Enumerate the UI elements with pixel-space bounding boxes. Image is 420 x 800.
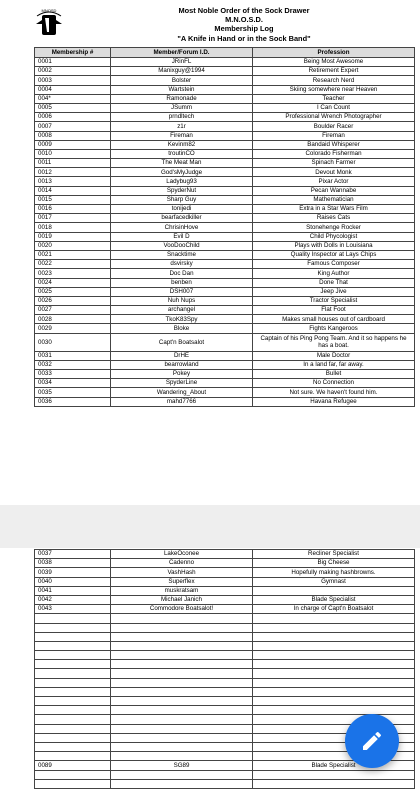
member-id-cell — [111, 733, 253, 742]
column-header-membership-number: Membership # — [35, 48, 111, 58]
membership-number-cell — [35, 733, 111, 742]
table-row — [35, 195, 415, 204]
table-row — [35, 214, 415, 223]
profession-cell — [253, 586, 415, 595]
membership-number-cell: 0026 — [35, 296, 111, 305]
profession-cell: No Connection — [253, 379, 415, 388]
membership-number-cell: 0017 — [35, 214, 111, 223]
member-id-cell: JSumm — [111, 103, 253, 112]
membership-number-cell — [35, 724, 111, 733]
membership-number-cell: 0025 — [35, 287, 111, 296]
member-id-cell: Kevinm82 — [111, 140, 253, 149]
profession-cell — [253, 678, 415, 687]
table-row — [35, 76, 415, 85]
member-id-cell: Evil D — [111, 232, 253, 241]
member-id-cell: Manixguy@1994 — [111, 67, 253, 76]
member-id-cell — [111, 724, 253, 733]
profession-cell: Flat Foot — [253, 306, 415, 315]
table-row — [35, 168, 415, 177]
profession-cell: Havana Refugee — [253, 397, 415, 406]
membership-number-cell: 0035 — [35, 388, 111, 397]
table-row — [35, 67, 415, 76]
profession-cell: Jeep Jive — [253, 287, 415, 296]
profession-cell: Male Doctor — [253, 351, 415, 360]
membership-number-cell — [35, 697, 111, 706]
member-id-cell: prndltech — [111, 113, 253, 122]
membership-number-cell: 0042 — [35, 595, 111, 604]
member-id-cell: bearfacedkiller — [111, 214, 253, 223]
column-header-profession: Profession — [253, 48, 415, 58]
membership-number-cell: 0038 — [35, 559, 111, 568]
membership-number-cell: 0029 — [35, 324, 111, 333]
profession-cell — [253, 687, 415, 696]
profession-cell: Teacher — [253, 94, 415, 103]
member-id-cell — [111, 770, 253, 779]
member-id-cell: Fireman — [111, 131, 253, 140]
member-id-cell — [111, 687, 253, 696]
table-row — [35, 223, 415, 232]
membership-number-cell: 0020 — [35, 241, 111, 250]
member-id-cell — [111, 651, 253, 660]
membership-number-cell — [35, 706, 111, 715]
member-id-cell: benben — [111, 278, 253, 287]
table-row — [35, 278, 415, 287]
member-id-cell — [111, 623, 253, 632]
member-id-cell: Capt'n Boatsalot — [111, 333, 253, 351]
membership-number-cell — [35, 641, 111, 650]
profession-cell: Bullet — [253, 370, 415, 379]
membership-number-cell: 0019 — [35, 232, 111, 241]
member-id-cell: DrHE — [111, 351, 253, 360]
table-row — [35, 388, 415, 397]
table-row — [35, 669, 415, 678]
profession-cell: Pecan Wannabe — [253, 186, 415, 195]
membership-number-cell: 0030 — [35, 333, 111, 351]
profession-cell: Mathematician — [253, 195, 415, 204]
member-id-cell: Pokey — [111, 370, 253, 379]
title-line-3: Membership Log — [214, 24, 274, 34]
table-row — [35, 351, 415, 360]
membership-number-cell: 0021 — [35, 250, 111, 259]
table-row — [35, 397, 415, 406]
membership-number-cell: 0003 — [35, 76, 111, 85]
title-line-2: M.N.O.S.D. — [225, 15, 263, 25]
profession-cell: Devout Monk — [253, 168, 415, 177]
table-row — [35, 641, 415, 650]
member-id-cell: bearrowland — [111, 360, 253, 369]
table-row — [35, 250, 415, 259]
membership-number-cell: 0040 — [35, 577, 111, 586]
membership-number-cell: 0033 — [35, 370, 111, 379]
edit-fab-button[interactable] — [345, 714, 399, 768]
membership-number-cell — [35, 632, 111, 641]
table-row — [35, 122, 415, 131]
member-id-cell: Ramonade — [111, 94, 253, 103]
profession-cell: Fights Kangeroos — [253, 324, 415, 333]
membership-number-cell — [35, 660, 111, 669]
membership-table-page-1 — [34, 47, 415, 407]
page-break-gap — [0, 505, 420, 548]
table-row — [35, 678, 415, 687]
member-id-cell — [111, 641, 253, 650]
membership-number-cell: 0032 — [35, 360, 111, 369]
membership-number-cell: 0036 — [35, 397, 111, 406]
membership-number-cell: 0011 — [35, 159, 111, 168]
member-id-cell: SG89 — [111, 761, 253, 770]
table-row — [35, 232, 415, 241]
member-id-cell: dsvirsky — [111, 260, 253, 269]
profession-cell: Not sure. We haven't found him. — [253, 388, 415, 397]
profession-cell: Done That — [253, 278, 415, 287]
table-row — [35, 260, 415, 269]
profession-cell: Plays with Dolls in Louisiana — [253, 241, 415, 250]
table-row — [35, 140, 415, 149]
table-row — [35, 85, 415, 94]
table-row — [35, 577, 415, 586]
membership-number-cell: 0008 — [35, 131, 111, 140]
member-id-cell: SpyderLine — [111, 379, 253, 388]
table-row — [35, 315, 415, 324]
profession-cell: Extra in a Star Wars Film — [253, 205, 415, 214]
membership-number-cell: 0037 — [35, 550, 111, 559]
membership-number-cell — [35, 678, 111, 687]
table-row — [35, 706, 415, 715]
table-header-row — [35, 48, 415, 58]
member-id-cell: Wartstein — [111, 85, 253, 94]
table-row — [35, 770, 415, 779]
membership-number-cell — [35, 752, 111, 761]
profession-cell: Boulder Racer — [253, 122, 415, 131]
profession-cell — [253, 770, 415, 779]
table-row — [35, 360, 415, 369]
profession-cell: Famous Composer — [253, 260, 415, 269]
member-id-cell: Nuh Nups — [111, 296, 253, 305]
member-id-cell — [111, 697, 253, 706]
profession-cell: Tractor Specialist — [253, 296, 415, 305]
profession-cell: Captain of his Ping Pong Team. And it so happens he has a boat. — [253, 333, 415, 351]
member-id-cell: mahd7766 — [111, 397, 253, 406]
member-id-cell: Sharp Guy — [111, 195, 253, 204]
title-line-4: "A Knife in Hand or in the Sock Band" — [177, 33, 311, 43]
member-id-cell: z1r — [111, 122, 253, 131]
table-row — [35, 103, 415, 112]
member-id-cell: VashHash — [111, 568, 253, 577]
sock-drawer-logo — [34, 6, 64, 40]
membership-number-cell: 0024 — [35, 278, 111, 287]
table-row — [35, 113, 415, 122]
table-row — [35, 550, 415, 559]
table-row — [35, 205, 415, 214]
membership-number-cell: 0001 — [35, 58, 111, 67]
table-row — [35, 186, 415, 195]
profession-cell — [253, 623, 415, 632]
membership-number-cell: 0027 — [35, 306, 111, 315]
table-row — [35, 269, 415, 278]
profession-cell: In a land far, far away. — [253, 360, 415, 369]
membership-number-cell — [35, 779, 111, 788]
table-row — [35, 568, 415, 577]
membership-number-cell: 0013 — [35, 177, 111, 186]
member-id-cell — [111, 614, 253, 623]
table-row — [35, 595, 415, 604]
member-id-cell: Bloke — [111, 324, 253, 333]
membership-number-cell: 0041 — [35, 586, 111, 595]
member-id-cell — [111, 706, 253, 715]
membership-number-cell: 004* — [35, 94, 111, 103]
member-id-cell — [111, 752, 253, 761]
member-id-cell — [111, 742, 253, 751]
table-row — [35, 296, 415, 305]
member-id-cell: Bolster — [111, 76, 253, 85]
table-row — [35, 379, 415, 388]
table-row — [35, 687, 415, 696]
member-id-cell: Commodore Boatsalot! — [111, 605, 253, 614]
membership-number-cell: 0039 — [35, 568, 111, 577]
table-row — [35, 651, 415, 660]
member-id-cell: Wandering_About — [111, 388, 253, 397]
member-id-cell — [111, 715, 253, 724]
membership-number-cell: 0006 — [35, 113, 111, 122]
table-row — [35, 58, 415, 67]
profession-cell: Colorado Fisherman — [253, 149, 415, 158]
profession-cell: Stonehenge Rocker — [253, 223, 415, 232]
table-row — [35, 159, 415, 168]
profession-cell: Big Cheese — [253, 559, 415, 568]
member-id-cell: ChrisinHove — [111, 223, 253, 232]
membership-number-cell — [35, 614, 111, 623]
document-header — [34, 6, 414, 46]
membership-number-cell — [35, 669, 111, 678]
profession-cell: Bandaid Whisperer — [253, 140, 415, 149]
profession-cell — [253, 706, 415, 715]
membership-number-cell — [35, 715, 111, 724]
table-row — [35, 324, 415, 333]
pencil-edit-icon — [360, 729, 384, 753]
profession-cell — [253, 669, 415, 678]
membership-number-cell: 0015 — [35, 195, 111, 204]
member-id-cell: Superflex — [111, 577, 253, 586]
member-id-cell: Doc Dan — [111, 269, 253, 278]
profession-cell: Research Nerd — [253, 76, 415, 85]
table-row — [35, 586, 415, 595]
member-id-cell — [111, 678, 253, 687]
member-id-cell: troutinCO — [111, 149, 253, 158]
profession-cell: Blade Specialist — [253, 595, 415, 604]
profession-cell — [253, 651, 415, 660]
table-row — [35, 623, 415, 632]
member-id-cell — [111, 779, 253, 788]
membership-number-cell: 0023 — [35, 269, 111, 278]
profession-cell: Retirement Expert — [253, 67, 415, 76]
profession-cell: I Can Count — [253, 103, 415, 112]
membership-number-cell — [35, 651, 111, 660]
table-row — [35, 177, 415, 186]
profession-cell: Raises Cats — [253, 214, 415, 223]
membership-number-cell: 0034 — [35, 379, 111, 388]
membership-number-cell: 0016 — [35, 205, 111, 214]
membership-number-cell: 0009 — [35, 140, 111, 149]
member-id-cell: Michael Janich — [111, 595, 253, 604]
profession-cell — [253, 779, 415, 788]
member-id-cell: tonijedi — [111, 205, 253, 214]
profession-cell: Being Most Awesome — [253, 58, 415, 67]
table-row — [35, 287, 415, 296]
profession-cell: In charge of Capt'n Boatsalot — [253, 605, 415, 614]
membership-number-cell: 0002 — [35, 67, 111, 76]
member-id-cell: DSH007 — [111, 287, 253, 296]
table-row — [35, 779, 415, 788]
profession-cell: Quality Inspector at Lays Chips — [253, 250, 415, 259]
member-id-cell: Snacktime — [111, 250, 253, 259]
membership-number-cell — [35, 623, 111, 632]
member-id-cell: God'sMyJudge — [111, 168, 253, 177]
profession-cell: Blade Specialist — [253, 761, 415, 770]
membership-number-cell: 0028 — [35, 315, 111, 324]
profession-cell: King Author — [253, 269, 415, 278]
profession-cell: Pixar Actor — [253, 177, 415, 186]
profession-cell — [253, 641, 415, 650]
membership-number-cell: 0089 — [35, 761, 111, 770]
profession-cell — [253, 697, 415, 706]
table-row — [35, 241, 415, 250]
membership-number-cell: 0014 — [35, 186, 111, 195]
profession-cell: Makes small houses out of cardboard — [253, 315, 415, 324]
profession-cell: Hopefully making hashbrowns. — [253, 568, 415, 577]
membership-number-cell — [35, 742, 111, 751]
profession-cell: Professional Wrench Photographer — [253, 113, 415, 122]
profession-cell: Child Phycologist — [253, 232, 415, 241]
table-row — [35, 660, 415, 669]
membership-number-cell — [35, 687, 111, 696]
table-row — [35, 605, 415, 614]
member-id-cell: TkoK83Spy — [111, 315, 253, 324]
profession-cell: Skiing somewhere near Heaven — [253, 85, 415, 94]
membership-number-cell: 0022 — [35, 260, 111, 269]
member-id-cell — [111, 669, 253, 678]
table-row — [35, 94, 415, 103]
table-row — [35, 559, 415, 568]
document-title — [144, 6, 344, 43]
membership-number-cell: 0031 — [35, 351, 111, 360]
table-row — [35, 370, 415, 379]
profession-cell — [253, 632, 415, 641]
logo-lettering: MNOSD — [41, 8, 57, 13]
profession-cell — [253, 660, 415, 669]
member-id-cell: The Meat Man — [111, 159, 253, 168]
membership-number-cell: 0043 — [35, 605, 111, 614]
member-id-cell: Ladybug93 — [111, 177, 253, 186]
table-row — [35, 131, 415, 140]
member-id-cell — [111, 632, 253, 641]
membership-number-cell: 0010 — [35, 149, 111, 158]
table-row — [35, 149, 415, 158]
membership-number-cell: 0012 — [35, 168, 111, 177]
member-id-cell: archangel — [111, 306, 253, 315]
profession-cell: Spinach Farmer — [253, 159, 415, 168]
table-row — [35, 632, 415, 641]
profession-cell: Recliner Specialist — [253, 550, 415, 559]
table-row — [35, 333, 415, 351]
member-id-cell: VooDooChild — [111, 241, 253, 250]
membership-number-cell — [35, 770, 111, 779]
member-id-cell — [111, 660, 253, 669]
member-id-cell: Cadenno — [111, 559, 253, 568]
membership-number-cell: 0007 — [35, 122, 111, 131]
profession-cell — [253, 614, 415, 623]
membership-number-cell: 0004 — [35, 85, 111, 94]
table-row — [35, 306, 415, 315]
membership-number-cell: 0018 — [35, 223, 111, 232]
title-line-1: Most Noble Order of the Sock Drawer — [178, 6, 310, 15]
member-id-cell: LakeOconee — [111, 550, 253, 559]
profession-cell: Fireman — [253, 131, 415, 140]
table-row — [35, 614, 415, 623]
table-row — [35, 697, 415, 706]
profession-cell: Gymnast — [253, 577, 415, 586]
member-id-cell: SpyderNut — [111, 186, 253, 195]
membership-number-cell: 0005 — [35, 103, 111, 112]
member-id-cell: JRinFL — [111, 58, 253, 67]
column-header-member-id: Member/Forum I.D. — [111, 48, 253, 58]
member-id-cell: muskratsam — [111, 586, 253, 595]
